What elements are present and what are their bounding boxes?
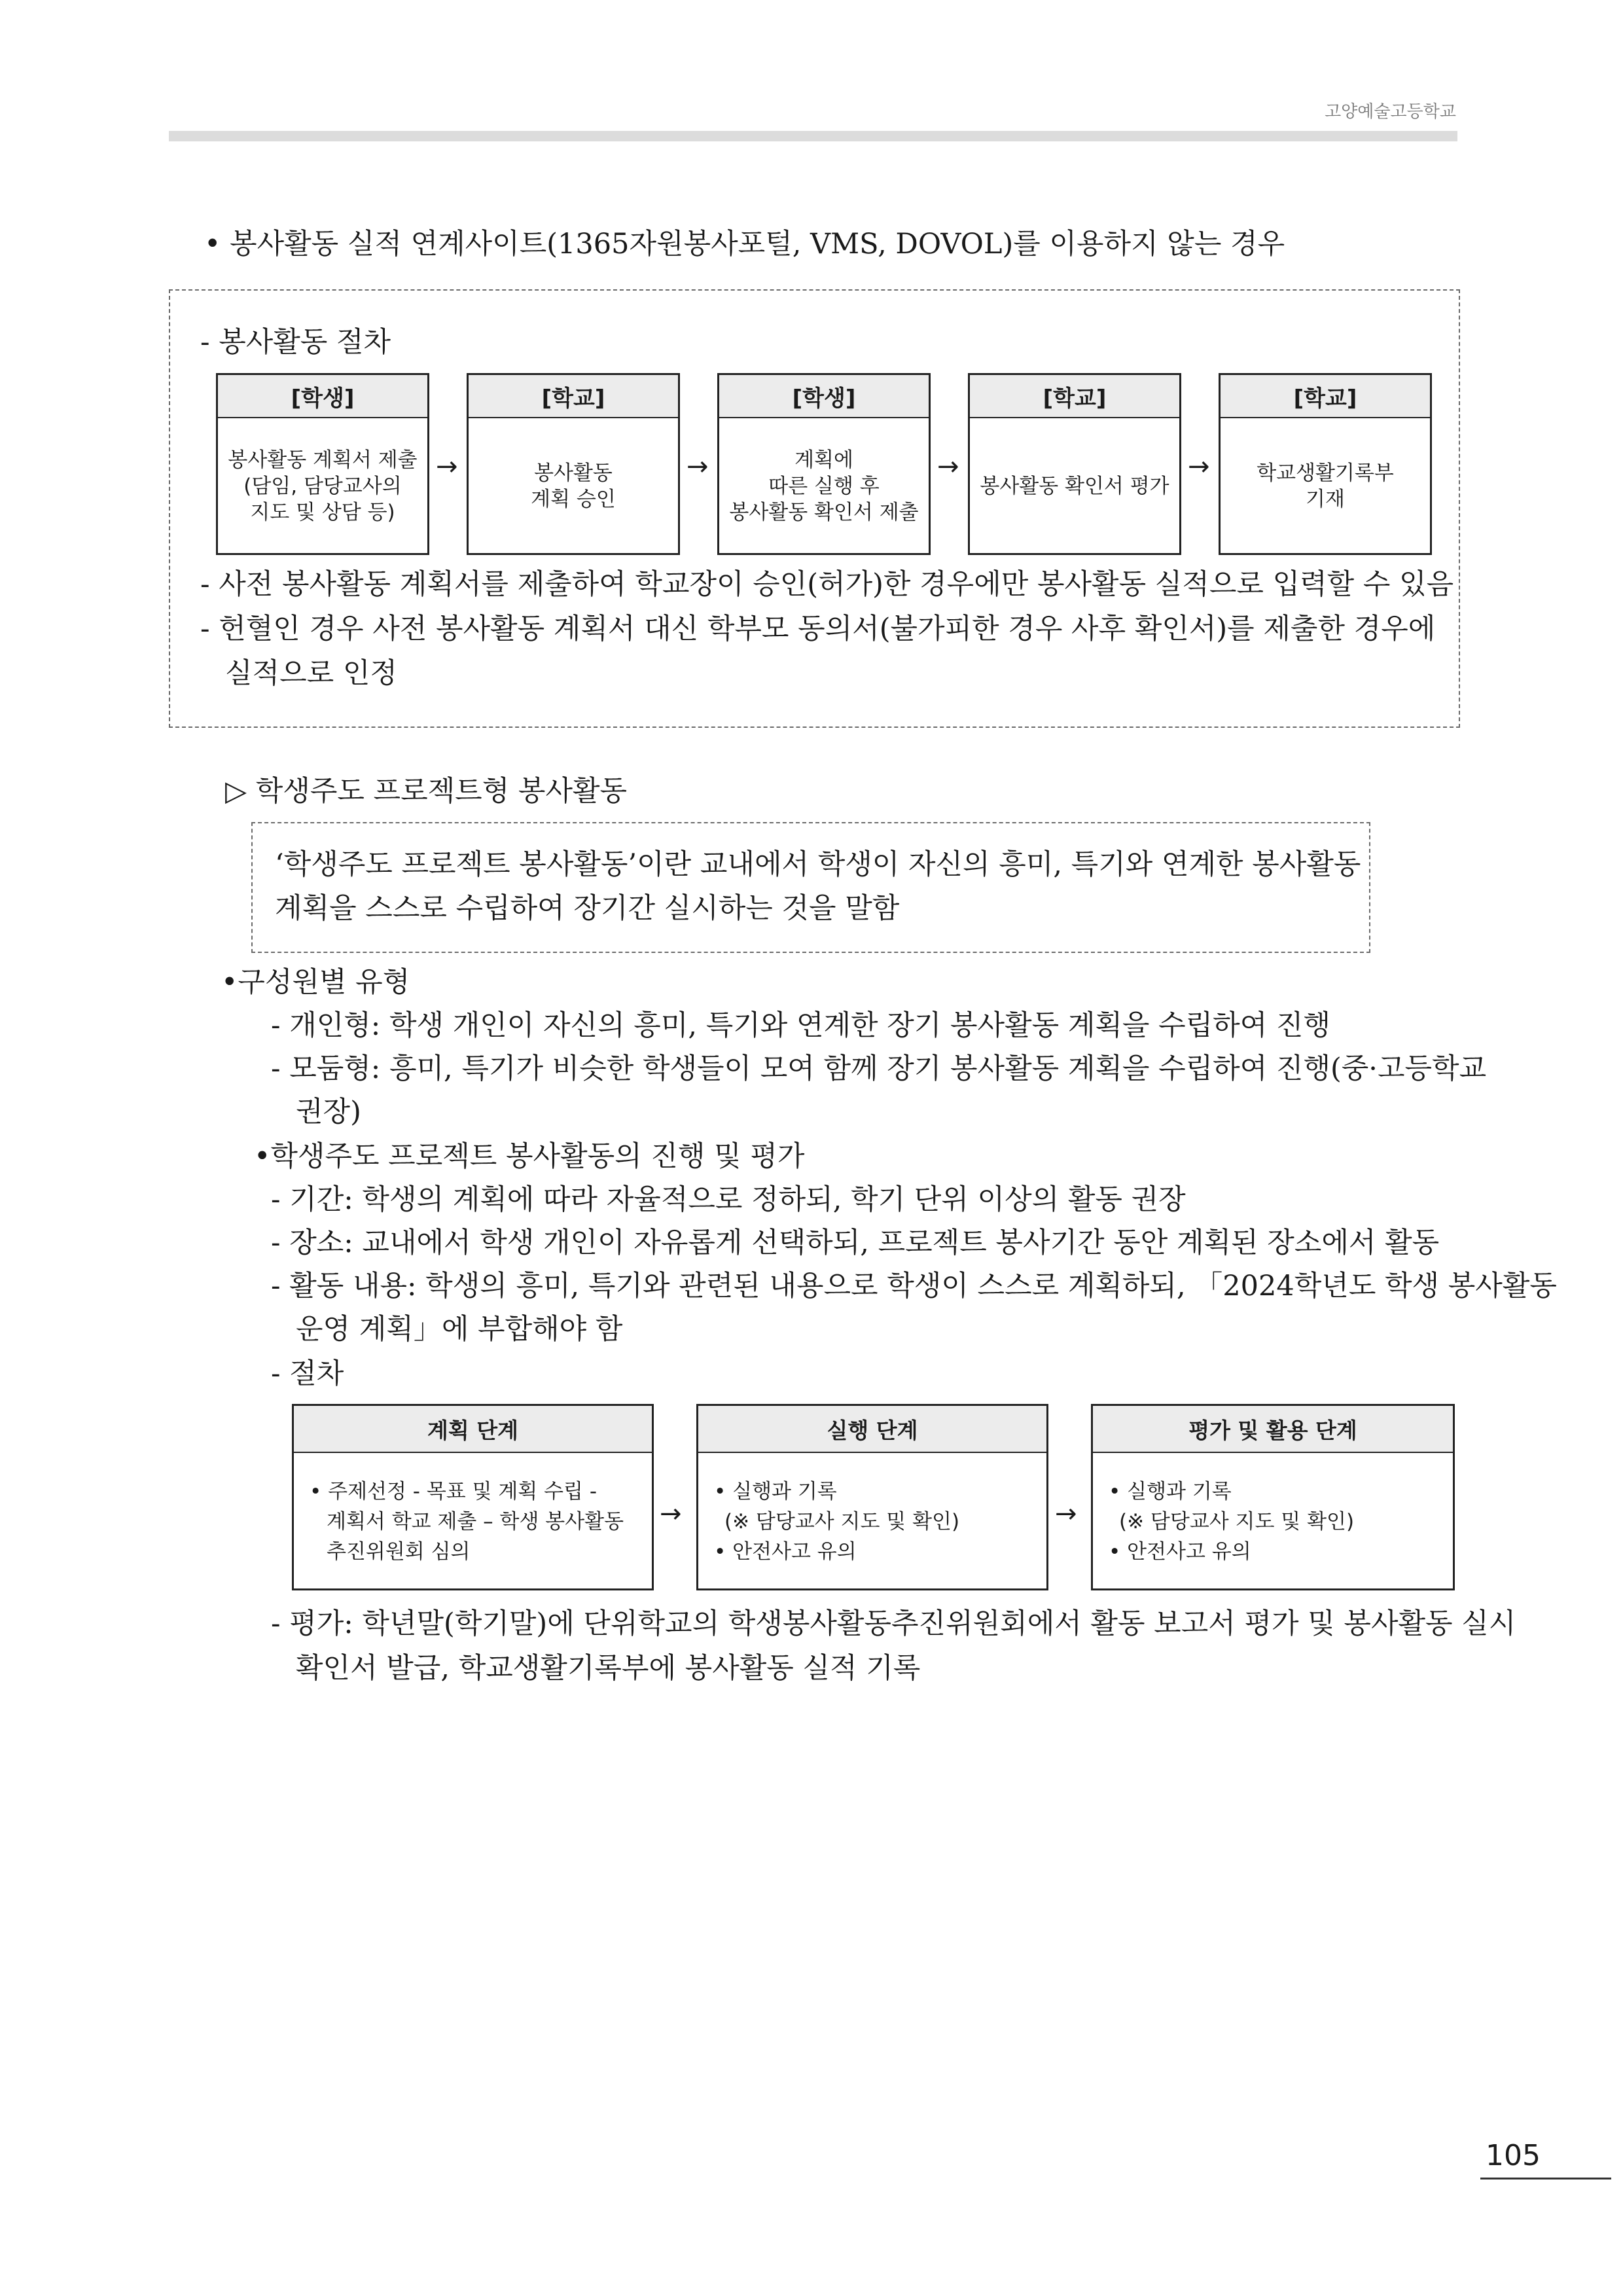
body-line: - 장소: 교내에서 학생 개인이 자유롭게 선택하되, 프로젝트 봉사기간 동안 계획된 장소에서 활동	[271, 1227, 1440, 1259]
flow-step-role: [학교]	[469, 375, 678, 418]
eval-line: - 평가: 학년말(학기말)에 단위학교의 학생봉사활동추진위원회에서 활동 보고서 평가 및 봉사활동 실시	[271, 1607, 1516, 1640]
flow-step-text: 봉사활동 계획서 제출 (담임, 담당교사의 지도 및 상담 등)	[228, 448, 418, 524]
running-header: 고양예술고등학교	[1325, 102, 1456, 122]
phase-head: 계획 단계	[294, 1406, 652, 1453]
flow-step-5	[1219, 373, 1432, 555]
phase-line: • 실행과 기록	[714, 1480, 837, 1503]
phase-box-plan	[292, 1404, 654, 1590]
flow-arrow: →	[1188, 452, 1210, 482]
bullet-heading: •구성원별 유형	[221, 966, 410, 999]
flow-arrow: →	[436, 452, 458, 482]
flow-step-text: 봉사활동 계획 승인	[531, 461, 616, 511]
page-number-rule	[1480, 2178, 1611, 2179]
body-line: - 개인형: 학생 개인이 자신의 흥미, 특기와 연계한 장기 봉사활동 계획을 수립하여 진행	[271, 1009, 1330, 1042]
phase-line: 추진위원회 심의	[327, 1540, 471, 1564]
phase-box-execute	[696, 1404, 1048, 1590]
flow-step-1	[216, 373, 429, 555]
phase-line: • 주제선정 - 목표 및 계획 수립 -	[310, 1480, 597, 1503]
procedure-title: - 봉사활동 절차	[200, 326, 391, 359]
flow-step-text: 계획에 따른 실행 후 봉사활동 확인서 제출	[729, 448, 919, 524]
procedure-note: - 사전 봉사활동 계획서를 제출하여 학교장이 승인(허가)한 경우에만 봉사활동 실적으로 입력할 수 있음	[200, 568, 1454, 601]
page-number: 105	[1486, 2139, 1541, 2172]
eval-line: 확인서 발급, 학교생활기록부에 봉사활동 실적 기록	[296, 1652, 921, 1685]
body-line: - 활동 내용: 학생의 흥미, 특기와 관련된 내용으로 학생이 스스로 계획하되, 「2024학년도 학생 봉사활동	[271, 1270, 1557, 1302]
body-line: - 절차	[271, 1357, 344, 1390]
phase-line: (※ 담당교사 지도 및 확인)	[1119, 1510, 1355, 1534]
phase-line: • 실행과 기록	[1109, 1480, 1232, 1503]
flow-step-3	[717, 373, 931, 555]
flow-arrow: →	[660, 1499, 682, 1529]
body-line: 운영 계획」에 부합해야 함	[296, 1313, 623, 1346]
body-line: 권장)	[296, 1096, 361, 1128]
flow-arrow: →	[1055, 1499, 1077, 1529]
procedure-note: 실적으로 인정	[225, 657, 397, 690]
phase-line: • 안전사고 유의	[1109, 1540, 1251, 1564]
intro-line: • 봉사활동 실적 연계사이트(1365자원봉사포털, VMS, DOVOL)를 이용하지 않는 경우	[204, 228, 1285, 260]
bullet-heading: •학생주도 프로젝트 봉사활동의 진행 및 평가	[254, 1140, 805, 1173]
flow-step-role: [학생]	[719, 375, 929, 418]
flow-step-text: 봉사활동 확인서 평가	[980, 475, 1169, 498]
flow-step-role: [학생]	[218, 375, 427, 418]
definition-line: 계획을 스스로 수립하여 장기간 실시하는 것을 말함	[275, 892, 900, 925]
phase-line: (※ 담당교사 지도 및 확인)	[724, 1510, 960, 1534]
phase-line: • 안전사고 유의	[714, 1540, 857, 1564]
body-line: - 기간: 학생의 계획에 따라 자율적으로 정하되, 학기 단위 이상의 활동 권장	[271, 1183, 1186, 1216]
phase-box-evaluate	[1091, 1404, 1455, 1590]
definition-line: ‘학생주도 프로젝트 봉사활동’이란 교내에서 학생이 자신의 흥미, 특기와 연계한 봉사활동	[275, 848, 1361, 881]
flow-step-text: 학교생활기록부 기재	[1257, 461, 1394, 511]
flow-step-4	[968, 373, 1181, 555]
body-line: - 모둠형: 흥미, 특기가 비슷한 학생들이 모여 함께 장기 봉사활동 계획을 수립하여 진행(중·고등학교	[271, 1052, 1487, 1085]
header-rule	[169, 131, 1457, 141]
procedure-note: - 헌혈인 경우 사전 봉사활동 계획서 대신 학부모 동의서(불가피한 경우 사후 확인서)를 제출한 경우에	[200, 613, 1436, 645]
flow-step-role: [학교]	[970, 375, 1179, 418]
phase-head: 평가 및 활용 단계	[1093, 1406, 1453, 1453]
phase-line: 계획서 학교 제출 – 학생 봉사활동	[327, 1510, 624, 1534]
flow-step-role: [학교]	[1221, 375, 1430, 418]
section-title: ▷ 학생주도 프로젝트형 봉사활동	[225, 775, 628, 808]
flow-arrow: →	[937, 452, 959, 482]
flow-arrow: →	[687, 452, 709, 482]
flow-step-2	[467, 373, 680, 555]
phase-head: 실행 단계	[698, 1406, 1046, 1453]
